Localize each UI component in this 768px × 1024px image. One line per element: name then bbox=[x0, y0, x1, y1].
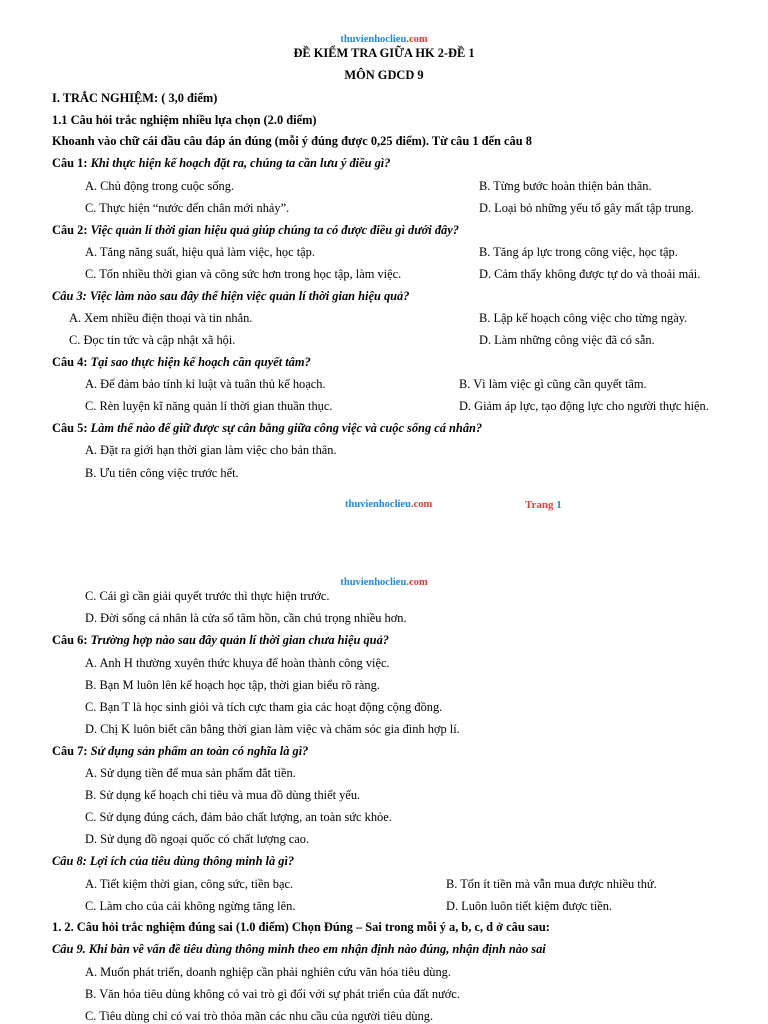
q9-statement-c: C. Tiêu dùng chỉ có vai trò thỏa mãn các nhu cầu của người tiêu dùng. bbox=[85, 1009, 434, 1023]
section-part1-1: 1.1 Câu hỏi trắc nghiệm nhiều lựa chọn (2.0 điểm) bbox=[52, 113, 317, 127]
section-part1-2: 1. 2. Câu hỏi trắc nghiệm đúng sai (1.0 điểm) Chọn Đúng – Sai trong mỗi ý a, b, c, d ở câu sau: bbox=[52, 920, 550, 934]
q7-option-d: D. Sử dụng đồ ngoại quốc có chất lượng cao. bbox=[85, 832, 310, 846]
site-watermark-top: thuvienhoclieu.com bbox=[340, 34, 428, 45]
q8-option-d: D. Luôn luôn tiết kiệm được tiền. bbox=[446, 899, 613, 913]
q5-option-d: D. Đời sống cá nhân là cửa sổ tâm hồn, cần chú trọng nhiều hơn. bbox=[85, 611, 407, 625]
q7-option-b: B. Sử dụng kế hoạch chi tiêu và mua đồ dùng thiết yếu. bbox=[85, 788, 361, 802]
q9-statement-a: A. Muốn phát triển, doanh nghiệp cần phải nghiên cứu văn hóa tiêu dùng. bbox=[85, 965, 451, 979]
question-1: Câu 1: Khi thực hiện kế hoạch đặt ra, chúng ta cần lưu ý điều gì? bbox=[52, 156, 391, 170]
q3-option-d: D. Làm những công việc đã có sẵn. bbox=[479, 333, 655, 347]
q6-option-b: B. Bạn M luôn lên kế hoạch học tập, thời gian biểu rõ ràng. bbox=[85, 678, 380, 692]
q2-option-b: B. Tăng áp lực trong công việc, học tập. bbox=[479, 245, 678, 259]
q8-option-c: C. Làm cho của cải không ngừng tăng lên. bbox=[85, 899, 296, 913]
q9-statement-b: B. Văn hóa tiêu dùng không có vai trò gì đối với sự phát triển của đất nước. bbox=[85, 987, 460, 1001]
q8-option-a: A. Tiết kiệm thời gian, công sức, tiền bạc. bbox=[85, 877, 294, 891]
q5-option-b: B. Ưu tiên công việc trước hết. bbox=[85, 466, 239, 480]
page-number: Trang 1 bbox=[525, 499, 562, 511]
q1-option-c: C. Thực hiện “nước đến chân mới nhảy”. bbox=[85, 201, 290, 215]
q3-option-a: A. Xem nhiều điện thoại và tin nhắn. bbox=[69, 311, 253, 325]
question-2: Câu 2: Việc quản lí thời gian hiệu quả giúp chúng ta có được điều gì dưới đây? bbox=[52, 223, 459, 237]
q1-option-d: D. Loại bỏ những yếu tố gây mất tập trung. bbox=[479, 201, 694, 215]
question-5: Câu 5: Làm thế nào để giữ được sự cân bằng giữa công việc và cuộc sống cá nhân? bbox=[52, 421, 483, 435]
q1-option-a: A. Chủ động trong cuộc sống. bbox=[85, 179, 235, 193]
question-7: Câu 7: Sử dụng sản phẩm an toàn có nghĩa là gì? bbox=[52, 744, 309, 758]
q8-option-b: B. Tốn ít tiền mà vẫn mua được nhiều thứ. bbox=[446, 877, 657, 891]
question-3: Câu 3: Việc làm nào sau đây thể hiện việc quản lí thời gian hiệu quả? bbox=[52, 289, 410, 303]
q7-option-c: C. Sử dụng đúng cách, đảm bảo chất lượng, an toàn sức khỏe. bbox=[85, 810, 392, 824]
question-6: Câu 6: Trường hợp nào sau đây quản lí thời gian chưa hiệu quả? bbox=[52, 633, 389, 647]
q7-option-a: A. Sử dụng tiền để mua sản phẩm đắt tiền. bbox=[85, 766, 296, 780]
q6-option-d: D. Chị K luôn biết cân bằng thời gian làm việc và chăm sóc gia đình hợp lí. bbox=[85, 722, 460, 736]
q1-option-b: B. Từng bước hoàn thiện bản thân. bbox=[479, 179, 652, 193]
question-9: Câu 9. Khi bàn về vấn đề tiêu dùng thông minh theo em nhận định nào đúng, nhận định nào sai bbox=[52, 942, 546, 956]
q4-option-c: C. Rèn luyện kĩ năng quản lí thời gian thuần thục. bbox=[85, 399, 333, 413]
q6-option-c: C. Bạn T là học sinh giỏi và tích cực tham gia các hoạt động cộng đồng. bbox=[85, 700, 443, 714]
site-watermark-page2: thuvienhoclieu.com bbox=[340, 577, 428, 588]
q2-option-d: D. Cảm thấy không được tự do và thoải mái. bbox=[479, 267, 701, 281]
question-8: Câu 8: Lợi ích của tiêu dùng thông minh là gì? bbox=[52, 854, 295, 868]
q6-option-a: A. Anh H thường xuyên thức khuya để hoàn thành công việc. bbox=[85, 656, 390, 670]
q5-option-c: C. Cái gì cần giải quyết trước thì thực hiện trước. bbox=[85, 589, 330, 603]
q4-option-a: A. Để đảm bảo tính kỉ luật và tuân thủ kế hoạch. bbox=[85, 377, 326, 391]
q2-option-c: C. Tốn nhiều thời gian và công sức hơn trong học tập, làm việc. bbox=[85, 267, 402, 281]
site-watermark-footer: thuvienhoclieu.com bbox=[345, 499, 433, 510]
q3-option-b: B. Lập kế hoạch công việc cho từng ngày. bbox=[479, 311, 688, 325]
instruction: Khoanh vào chữ cái đầu câu đáp án đúng (mỗi ý đúng được 0,25 điểm). Từ câu 1 đến câu 8 bbox=[52, 134, 532, 148]
exam-title: ĐỀ KIỂM TRA GIỮA HK 2-ĐỀ 1 bbox=[293, 46, 475, 60]
q5-option-a: A. Đặt ra giới hạn thời gian làm việc cho bản thân. bbox=[85, 443, 337, 457]
q2-option-a: A. Tăng năng suất, hiệu quả làm việc, học tập. bbox=[85, 245, 315, 259]
q4-option-b: B. Vì làm việc gì cũng cần quyết tâm. bbox=[459, 377, 647, 391]
section-part1: I. TRẮC NGHIỆM: ( 3,0 điểm) bbox=[52, 91, 218, 105]
q4-option-d: D. Giảm áp lực, tạo động lực cho người thực hiện. bbox=[459, 399, 709, 413]
exam-subject: MÔN GDCD 9 bbox=[344, 68, 424, 82]
q3-option-c: C. Đọc tin tức và cập nhật xã hội. bbox=[69, 333, 236, 347]
question-4: Câu 4: Tại sao thực hiện kế hoạch cần quyết tâm? bbox=[52, 355, 311, 369]
